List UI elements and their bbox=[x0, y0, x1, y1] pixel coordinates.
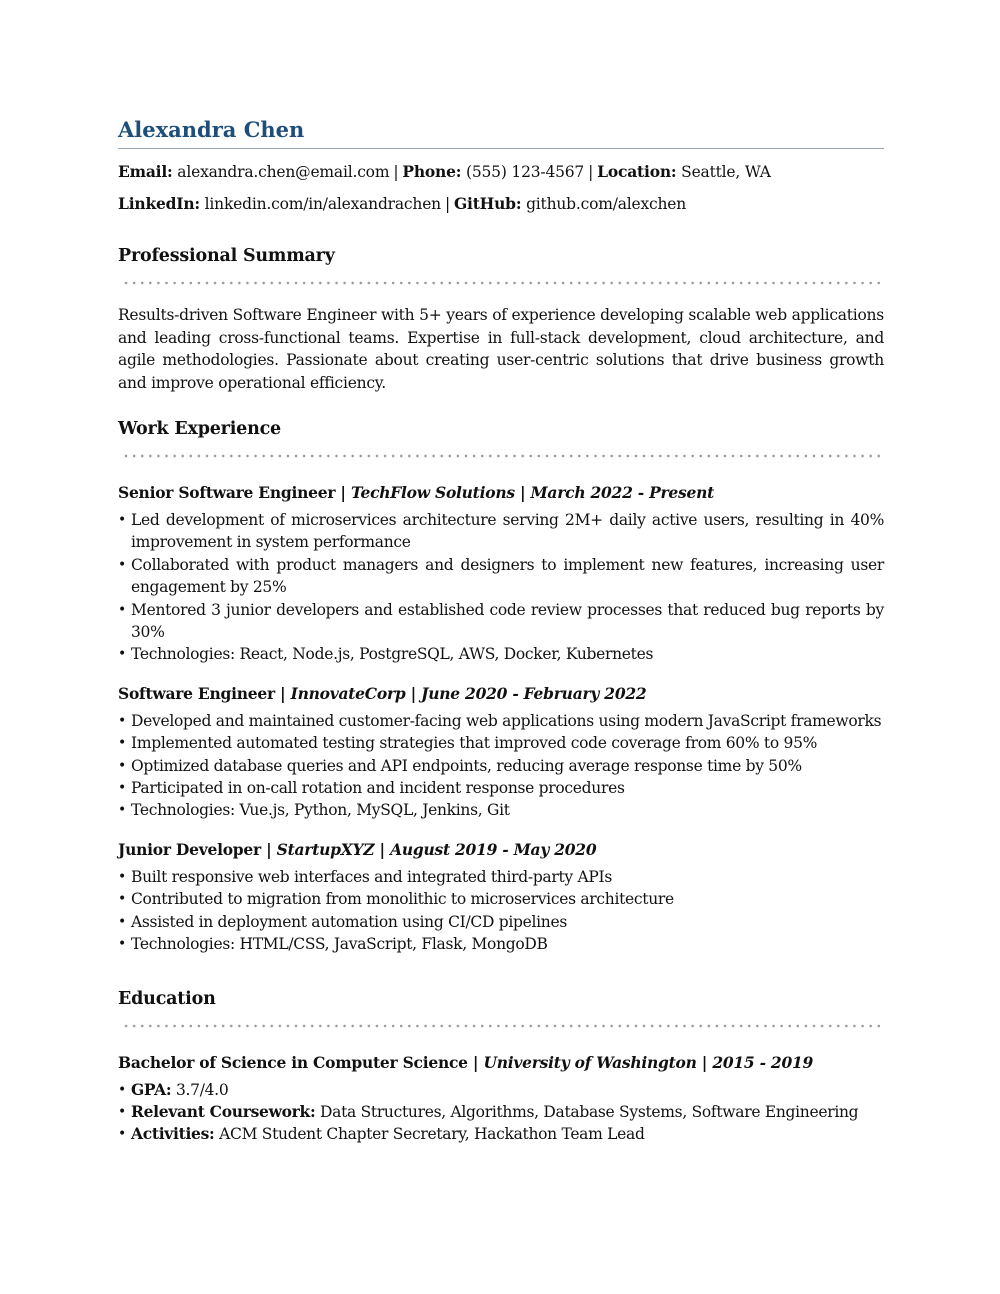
education-bullets bbox=[118, 1079, 884, 1146]
linkedin-label: LinkedIn: bbox=[118, 194, 200, 213]
job-dates: August 2019 - May 2020 bbox=[390, 839, 597, 859]
name-divider bbox=[118, 148, 884, 149]
list-item: • Contributed to migration from monolithic to microservices architecture bbox=[118, 888, 884, 910]
list-item: • Technologies: React, Node.js, PostgreSQL, AWS, Docker, Kubernetes bbox=[118, 643, 884, 665]
job-role: Software Engineer bbox=[118, 683, 275, 703]
github-value: github.com/alexchen bbox=[526, 195, 687, 213]
section-divider bbox=[122, 454, 880, 458]
job-role: Senior Software Engineer bbox=[118, 483, 336, 502]
list-item: • Led development of microservices architecture serving 2M+ daily active users, resulting in 40% improvement in system performance bbox=[118, 509, 884, 554]
job-bullets bbox=[118, 509, 884, 666]
resume-page bbox=[118, 115, 884, 1146]
coursework-label: Relevant Coursework: bbox=[131, 1101, 316, 1121]
job-entry bbox=[118, 482, 884, 666]
job-company: InnovateCorp bbox=[290, 683, 406, 703]
job-bullets bbox=[118, 866, 884, 956]
location-value: Seattle, WA bbox=[681, 163, 771, 181]
degree-name: Bachelor of Science in Computer Science bbox=[118, 1052, 468, 1072]
coursework-value: Data Structures, Algorithms, Database Systems, Software Engineering bbox=[320, 1102, 859, 1121]
list-item: • Optimized database queries and API endpoints, reducing average response time by 50% bbox=[118, 755, 884, 777]
section-divider bbox=[122, 1024, 880, 1028]
job-entry bbox=[118, 683, 884, 822]
summary-section bbox=[118, 243, 884, 394]
education-section bbox=[118, 986, 884, 1146]
email-label: Email: bbox=[118, 162, 173, 181]
gpa-value: 3.7/4.0 bbox=[175, 1080, 229, 1099]
job-company: TechFlow Solutions bbox=[350, 483, 515, 502]
list-item: • Mentored 3 junior developers and established code review processes that reduced bug reports by 30% bbox=[118, 599, 884, 644]
list-item bbox=[118, 1079, 884, 1101]
activities-label: Activities: bbox=[131, 1124, 215, 1144]
list-item: • Built responsive web interfaces and integrated third-party APIs bbox=[118, 866, 884, 888]
list-item bbox=[118, 1101, 884, 1123]
contact-separator: | bbox=[393, 163, 399, 181]
candidate-name: Alexandra Chen bbox=[118, 117, 305, 142]
summary-text: Results-driven Software Engineer with 5+ years of experience developing scalable web applications and leading cross-functional teams. Expertise in full-stack development, cloud architecture, and agile methodologies. Passionate about creating user-centric solutions that drive business growth and improve operational efficiency. bbox=[118, 306, 884, 392]
list-item bbox=[118, 1123, 884, 1145]
summary-heading: Professional Summary bbox=[118, 246, 335, 266]
github-label: GitHub: bbox=[453, 194, 522, 213]
list-item: • Participated in on-call rotation and incident response procedures bbox=[118, 777, 884, 799]
experience-heading: Work Experience bbox=[118, 419, 281, 439]
list-item: • Technologies: Vue.js, Python, MySQL, Jenkins, Git bbox=[118, 799, 884, 821]
activities-value: ACM Student Chapter Secretary, Hackathon Team Lead bbox=[219, 1125, 645, 1144]
contact-separator: | bbox=[444, 195, 450, 213]
gpa-label: GPA: bbox=[131, 1079, 172, 1099]
experience-section bbox=[118, 416, 884, 956]
job-bullets bbox=[118, 710, 884, 822]
list-item: • Implemented automated testing strategies that improved code coverage from 60% to 95% bbox=[118, 732, 884, 754]
contact-line-1 bbox=[118, 161, 884, 183]
phone-label: Phone: bbox=[402, 162, 462, 181]
contact-line-2 bbox=[118, 193, 884, 215]
location-label: Location: bbox=[597, 162, 677, 181]
degree-title-line: Bachelor of Science in Computer Science | University of Washington | 2015 - 2019 bbox=[118, 1052, 814, 1072]
job-entry bbox=[118, 839, 884, 956]
school-name: University of Washington bbox=[483, 1052, 697, 1072]
job-dates: June 2020 - February 2022 bbox=[421, 683, 647, 703]
section-divider bbox=[122, 281, 880, 285]
job-title-line: Junior Developer | StartupXYZ | August 2019 - May 2020 bbox=[118, 839, 597, 859]
job-title-line: Senior Software Engineer | TechFlow Solutions | March 2022 - Present bbox=[118, 483, 715, 502]
list-item: • Collaborated with product managers and designers to implement new features, increasing user engagement by 25% bbox=[118, 554, 884, 599]
list-item: • Developed and maintained customer-facing web applications using modern JavaScript frameworks bbox=[118, 710, 884, 732]
job-title-line: Software Engineer | InnovateCorp | June 2020 - February 2022 bbox=[118, 683, 647, 703]
list-item: • Assisted in deployment automation using CI/CD pipelines bbox=[118, 911, 884, 933]
contact-separator: | bbox=[588, 163, 594, 181]
linkedin-value: linkedin.com/in/alexandrachen bbox=[204, 195, 441, 213]
job-role: Junior Developer bbox=[118, 839, 261, 859]
education-dates: 2015 - 2019 bbox=[712, 1052, 814, 1072]
email-value: alexandra.chen@email.com bbox=[177, 163, 390, 181]
list-item: • Technologies: HTML/CSS, JavaScript, Flask, MongoDB bbox=[118, 933, 884, 955]
phone-value: (555) 123-4567 bbox=[466, 163, 585, 181]
job-dates: March 2022 - Present bbox=[530, 483, 715, 502]
education-entry bbox=[118, 1052, 884, 1146]
education-heading: Education bbox=[118, 988, 216, 1009]
job-company: StartupXYZ bbox=[276, 839, 375, 859]
